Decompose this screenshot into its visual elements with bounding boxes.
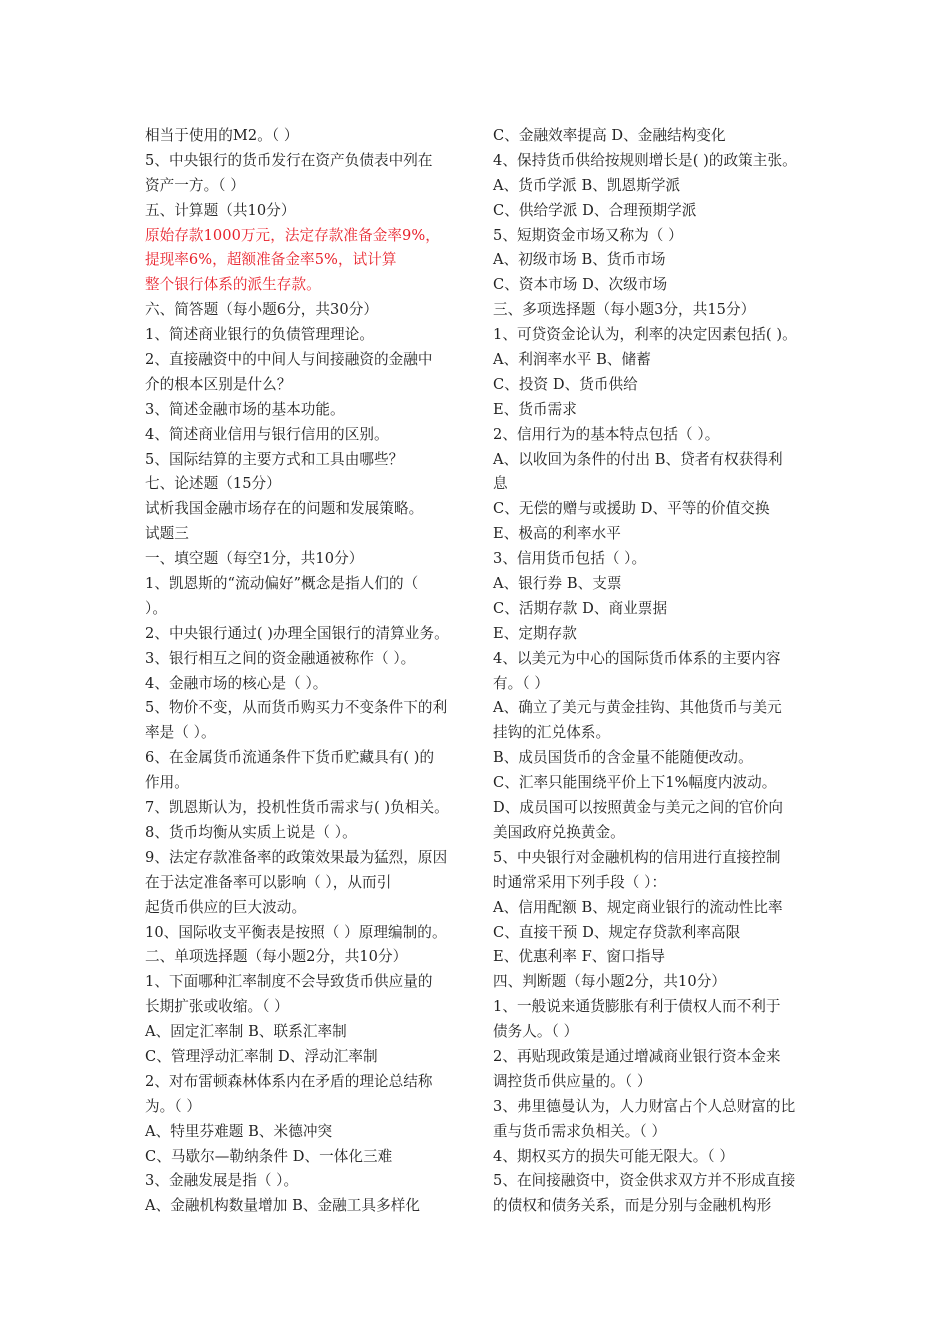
text-line: 息: [493, 475, 508, 493]
text-line: A、信用配额 B、规定商业银行的流动性比率: [493, 898, 783, 916]
text-line: 1、简述商业银行的负债管理理论。: [145, 326, 374, 344]
text-line: C、汇率只能围绕平价上下1%幅度内波动。: [493, 774, 777, 792]
text-line: C、活期存款 D、商业票据: [493, 599, 668, 617]
text-line: 4、保持货币供给按规则增长是( )的政策主张。: [493, 151, 797, 169]
text-line: E、定期存款: [493, 624, 577, 642]
text-line: 的债权和债务关系，而是分别与金融机构形: [493, 1197, 772, 1215]
text-line: 一、填空题（每空1分，共10分）: [145, 550, 364, 568]
text-line: 六、简答题（每小题6分，共30分）: [145, 301, 379, 319]
text-line: 3、银行相互之间的资金融通被称作（ ）。: [145, 649, 416, 667]
text-line: 相当于使用的M2。（ ）: [145, 127, 299, 144]
left-column: [145, 124, 475, 1219]
text-line: 7、凯恩斯认为，投机性货币需求与( )负相关。: [145, 799, 449, 817]
text-line: C、直接干预 D、规定存贷款利率高限: [493, 923, 741, 941]
text-line: 调控货币供应量的。（ ）: [493, 1072, 652, 1090]
text-line: 3、金融发展是指（ ）。: [145, 1172, 299, 1190]
text-line: 3、信用货币包括（ ）。: [493, 550, 647, 568]
text-line: C、马歇尔—勒纳条件 D、一体化三难: [145, 1147, 393, 1165]
text-line: 起货币供应的巨大波动。: [145, 898, 307, 916]
text-line: 5、在间接融资中，资金供求双方并不形成直接: [493, 1172, 796, 1190]
text-line: 5、国际结算的主要方式和工具由哪些？: [145, 450, 404, 468]
text-line: 有。（ ）: [493, 674, 549, 692]
text-line: 试题三: [145, 525, 189, 543]
text-line: 2、再贴现政策是通过增减商业银行资本金来: [493, 1047, 781, 1065]
text-line: 重与货币需求负相关。（ ）: [493, 1122, 667, 1140]
text-line: C、资本市场 D、次级市场: [493, 276, 668, 294]
text-line: A、固定汇率制 B、联系汇率制: [145, 1023, 347, 1041]
text-line: 提现率6%，超额准备金率5%，试计算: [145, 251, 397, 269]
text-line: C、投资 D、货币供给: [493, 375, 638, 393]
text-line: A、货币学派 B、凯恩斯学派: [493, 176, 681, 194]
text-line: C、金融效率提高 D、金融结构变化: [493, 127, 726, 144]
text-line: 1、一般说来通货膨胀有利于债权人而不利于: [493, 998, 781, 1016]
text-line: C、管理浮动汇率制 D、浮动汇率制: [145, 1047, 378, 1065]
text-line: A、以收回为条件的付出 B、贷者有权获得利: [493, 450, 783, 468]
text-line: 七、论述题（15分）: [145, 475, 281, 493]
text-line: 4、以美元为中心的国际货币体系的主要内容: [493, 649, 781, 667]
text-line: 作用。: [145, 774, 189, 792]
text-line: 3、弗里德曼认为，人力财富占个人总财富的比: [493, 1097, 796, 1115]
text-line: 5、短期资金市场又称为（ ）: [493, 226, 683, 244]
text-line: 1、下面哪种汇率制度不会导致货币供应量的: [145, 973, 433, 991]
text-line: 1、凯恩斯的“流动偏好”概念是指人们的（: [145, 575, 419, 593]
text-line: C、供给学派 D、合理预期学派: [493, 201, 697, 219]
text-line: E、货币需求: [493, 400, 577, 418]
text-line: A、特里芬难题 B、米德冲突: [145, 1122, 333, 1140]
text-line: 时通常采用下列手段（ ）：: [493, 873, 667, 891]
text-line: 五、计算题（共10分）: [145, 201, 296, 219]
text-line: E、极高的利率水平: [493, 525, 621, 543]
text-line: 三、多项选择题（每小题3分，共15分）: [493, 301, 756, 319]
text-line: 4、金融市场的核心是（ ）。: [145, 674, 328, 692]
text-line: 10、国际收支平衡表是按照（ ）原理编制的。: [145, 923, 447, 941]
text-line: C、无偿的赠与或援助 D、平等的价值交换: [493, 500, 770, 518]
text-line: 4、简述商业信用与银行信用的区别。: [145, 425, 389, 443]
text-line: 9、法定存款准备率的政策效果最为猛烈，原因: [145, 848, 448, 866]
text-line: A、金融机构数量增加 B、金融工具多样化: [145, 1197, 420, 1215]
text-line: 二、单项选择题（每小题2分，共10分）: [145, 948, 408, 966]
text-line: 债务人。（ ）: [493, 1023, 579, 1041]
text-line: 资产一方。（ ）: [145, 176, 245, 194]
text-line: 率是（ ）。: [145, 724, 216, 742]
text-line: 试析我国金融市场存在的问题和发展策略。: [145, 500, 424, 518]
text-line: 挂钩的汇兑体系。: [493, 724, 611, 742]
text-line: A、确立了美元与黄金挂钩、其他货币与美元: [493, 699, 782, 717]
text-line: 为。（ ）: [145, 1097, 201, 1115]
text-line: ）。: [145, 599, 167, 617]
text-line: 2、信用行为的基本特点包括（ ）。: [493, 425, 720, 443]
text-line: 四、判断题（每小题2分，共10分）: [493, 973, 727, 991]
text-line: 3、简述金融市场的基本功能。: [145, 400, 345, 418]
text-line: E、优惠利率 F、窗口指导: [493, 948, 666, 966]
text-line: 原始存款1000万元，法定存款准备金率9%，: [145, 226, 440, 244]
text-line: 美国政府兑换黄金。: [493, 823, 625, 841]
text-line: 2、直接融资中的中间人与间接融资的金融中: [145, 351, 433, 369]
text-line: 8、货币均衡从实质上说是（ ）。: [145, 823, 357, 841]
text-line: 2、中央银行通过( )办理全国银行的清算业务。: [145, 624, 449, 642]
text-line: 长期扩张或收缩。（ ）: [145, 998, 289, 1016]
text-line: 1、可贷资金论认为，利率的决定因素包括( )。: [493, 326, 797, 344]
right-column: [493, 124, 823, 1219]
text-line: 整个银行体系的派生存款。: [145, 276, 321, 294]
text-line: 4、期权买方的损失可能无限大。（ ）: [493, 1147, 735, 1165]
text-line: D、成员国可以按照黄金与美元之间的官价向: [493, 799, 783, 817]
text-line: 介的根本区别是什么？: [145, 375, 292, 393]
text-line: 6、在金属货币流通条件下货币贮藏具有( )的: [145, 749, 435, 767]
text-line: 5、中央银行对金融机构的信用进行直接控制: [493, 848, 781, 866]
text-line: B、成员国货币的含金量不能随便改动。: [493, 749, 753, 767]
text-line: A、初级市场 B、货币市场: [493, 251, 666, 269]
text-line: 5、中央银行的货币发行在资产负债表中列在: [145, 151, 433, 169]
text-line: 2、对布雷顿森林体系内在矛盾的理论总结称: [145, 1072, 433, 1090]
text-line: 在于法定准备率可以影响（ ），从而引: [145, 873, 392, 891]
text-line: A、银行券 B、支票: [493, 575, 622, 593]
text-line: 5、物价不变，从而货币购买力不变条件下的利: [145, 699, 448, 717]
text-line: A、利润率水平 B、储蓄: [493, 351, 651, 369]
